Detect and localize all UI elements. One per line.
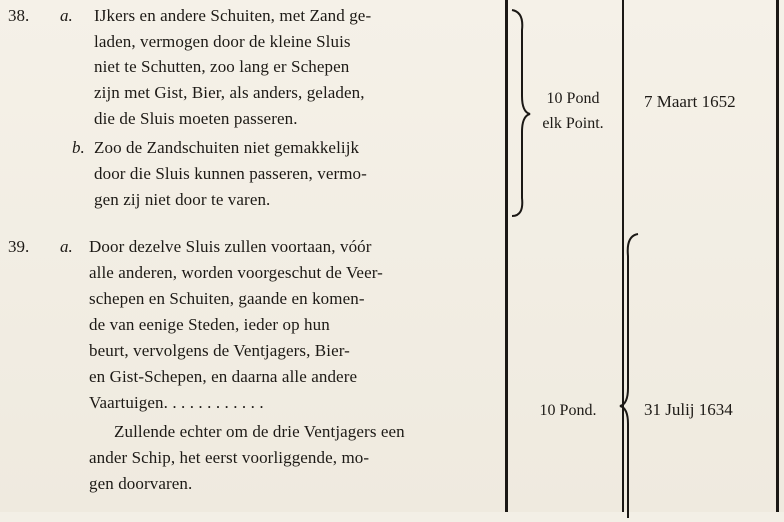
entry-39-a-line-2: alle anderen, worden voorgeschut de Veer- xyxy=(89,263,383,282)
entry-38-b-line-3: gen zij niet door te varen. xyxy=(94,190,271,209)
entry-38-brace-icon xyxy=(510,8,532,218)
entry-39-penalty-line-1: 10 Pond. xyxy=(539,402,597,419)
entry-39-continuation-line-1: Zullende echter om de drie Ventjagers een xyxy=(114,422,405,441)
entry-38-number: 38. xyxy=(8,6,30,25)
entry-38-a-line-4: zijn met Gist, Bier, als anders, geladen, xyxy=(94,83,365,102)
entry-39-brace-icon xyxy=(616,232,640,522)
entry-38-b-line-1: Zoo de Zandschuiten niet gemakkelijk xyxy=(94,138,360,157)
entry-38-penalty-line-1: 10 Pond xyxy=(546,90,600,107)
entry-38-a-line-3: niet te Schutten, zoo lang er Schepen xyxy=(94,57,350,76)
entry-39-item-a-letter: a. xyxy=(60,237,73,256)
column-rule-date xyxy=(776,0,779,512)
entry-39-number: 39. xyxy=(8,237,30,256)
entry-39-a-line-3: schepen en Schuiten, gaande en komen- xyxy=(89,289,365,308)
entry-38-a-line-1: IJkers en andere Schuiten, met Zand ge- xyxy=(94,6,372,25)
entry-38-a-line-5: die de Sluis moeten passeren. xyxy=(94,109,298,128)
entry-39-a-line-7: Vaartuigen. . . . . . . . . . . . xyxy=(89,393,264,412)
entry-39-a-line-6: en Gist-Schepen, en daarna alle andere xyxy=(89,367,358,386)
entry-38-date: 7 Maart 1652 xyxy=(644,92,736,111)
entry-39-a-line-4: de van eenige Steden, ieder op hun xyxy=(89,315,330,334)
column-rule-text xyxy=(505,0,508,512)
entry-39-continuation-line-2: ander Schip, het eerst voorliggende, mo- xyxy=(89,448,370,467)
entry-38-a-line-2: laden, vermogen door de kleine Sluis xyxy=(94,32,351,51)
entry-39-a-line-1: Door dezelve Sluis zullen voortaan, vóór xyxy=(89,237,372,256)
entry-39-a-line-5: beurt, vervolgens de Ventjagers, Bier- xyxy=(89,341,350,360)
entry-39-date: 31 Julij 1634 xyxy=(644,400,733,419)
entry-39-continuation-line-3: gen doorvaren. xyxy=(89,474,193,493)
entry-38-b-line-2: door die Sluis kunnen passeren, vermo- xyxy=(94,164,367,183)
entry-38-penalty-line-2: elk Point. xyxy=(542,115,604,132)
entry-38-item-a-letter: a. xyxy=(60,6,73,25)
entry-38-item-b-letter: b. xyxy=(72,138,85,157)
